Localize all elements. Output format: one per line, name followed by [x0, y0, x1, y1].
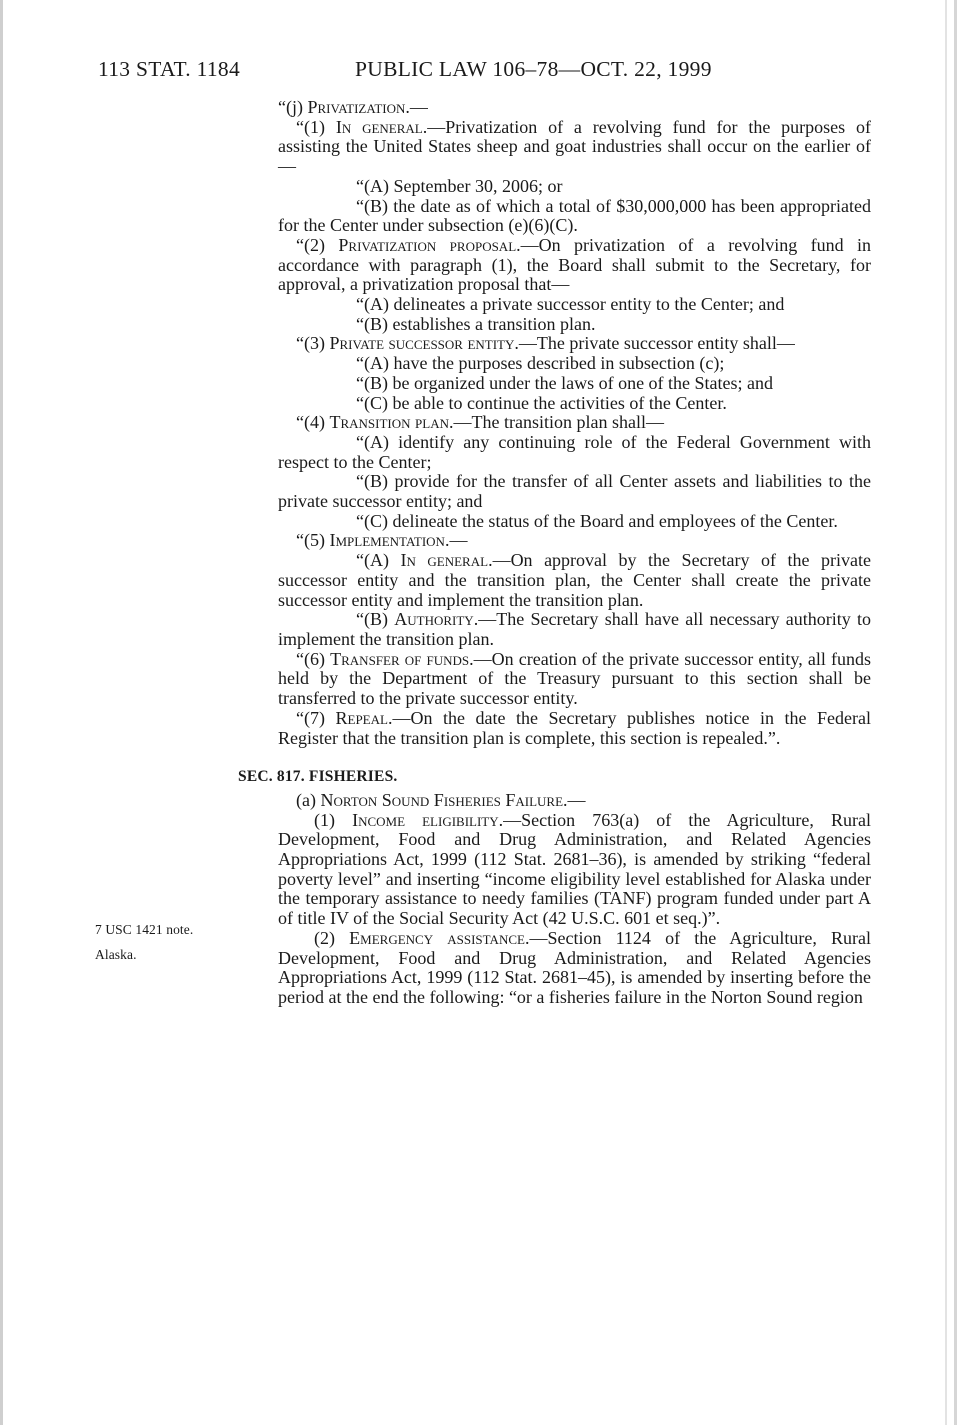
paragraph-5: “(5) Implementation.—	[296, 530, 468, 551]
paragraph-4-b: “(B) provide for the transfer of all Center assets and liabilities to the private successor entity; and	[278, 471, 871, 512]
section-817-heading: SEC. 817. FISHERIES.	[238, 768, 398, 786]
paragraph-7: “(7) Repeal.—On the date the Secretary publishes notice in the Federal Register that the transition plan is complete, this section is repealed.”.	[278, 707, 871, 748]
paragraph-1-b: “(B) the date as of which a total of $30,000,000 has been appropriated for the Center under subsection (e)(6)(C).	[278, 195, 871, 236]
paragraph-4-c: “(C) delineate the status of the Board and employees of the Center.	[356, 510, 838, 531]
document-body	[238, 97, 872, 1008]
subsection-a: (a) Norton Sound Fisheries Failure.—	[296, 789, 586, 810]
paragraph-1-a: “(A) September 30, 2006; or	[356, 175, 563, 196]
subsection-a-1: (1) Income eligibility.—Section 763(a) of the Agriculture, Rural Development, Food and Drug Administration, and Related Agencies Appropriations Act, 1999 (112 Stat. 2681–36), is amended by striking “federal poverty level” and inserting “income eligibility level established for Alaska under the temporary assistance to needy families (TANF) program funded under part A of title IV of the Social Security Act (42 U.S.C. 601 et seq.)”.	[278, 809, 871, 929]
stat-page-number: 113 STAT. 1184	[98, 57, 241, 81]
paragraph-6: “(6) Transfer of funds.—On creation of the private successor entity, all funds held by the Department of the Treasury pursuant to this section shall be transferred to the private successor entity.	[278, 648, 871, 709]
margin-note-usc: 7 USC 1421 note.	[95, 922, 194, 937]
scan-edge-left	[0, 0, 3, 1425]
paragraph-5-a: “(A) In general.—On approval by the Secretary of the private successor entity and the transition plan, the Center shall create the private successor entity and implement the transition plan.	[278, 550, 872, 610]
paragraph-3-c: “(C) be able to continue the activities of the Center.	[356, 392, 727, 413]
page-header	[98, 57, 897, 87]
paragraph-5-b: “(B) Authority.—The Secretary shall have all necessary authority to implement the transition plan.	[278, 609, 871, 649]
paragraph-2: “(2) Privatization proposal.—On privatization of a revolving fund in accordance with paragraph (1), the Board shall submit to the Secretary, for approval, a privatization proposal that—	[278, 234, 871, 295]
margin-note-alaska: Alaska.	[95, 947, 137, 962]
paragraph-2-a: “(A) delineates a private successor entity to the Center; and	[356, 294, 785, 315]
subsection-j-heading: “(j) Privatization.—	[278, 97, 428, 117]
paragraph-3: “(3) Private successor entity.—The private successor entity shall—	[296, 333, 795, 354]
paragraph-1: “(1) In general.—Privatization of a revolving fund for the purposes of assisting the United States sheep and goat industries shall occur on the earlier of—	[278, 116, 872, 177]
public-law-citation: PUBLIC LAW 106–78—OCT. 22, 1999	[355, 57, 712, 81]
paragraph-4-a: “(A) identify any continuing role of the Federal Government with respect to the Center;	[278, 431, 871, 472]
subsection-a-2: (2) Emergency assistance.—Section 1124 of the Agriculture, Rural Development, Food and Drug Administration, and Related Agencies Appropriations Act, 1999 (112 Stat. 2681–45), is amended by inserting before the period at the end the following: “or a fisheries failure in the Norton Sound region	[278, 927, 871, 1007]
paragraph-2-b: “(B) establishes a transition plan.	[356, 313, 596, 334]
paragraph-3-a: “(A) have the purposes described in subsection (c);	[356, 353, 725, 374]
paragraph-4: “(4) Transition plan.—The transition plan shall—	[296, 412, 664, 433]
scan-edge-right-inner	[945, 0, 947, 1425]
paragraph-3-b: “(B) be organized under the laws of one of the States; and	[356, 372, 774, 393]
